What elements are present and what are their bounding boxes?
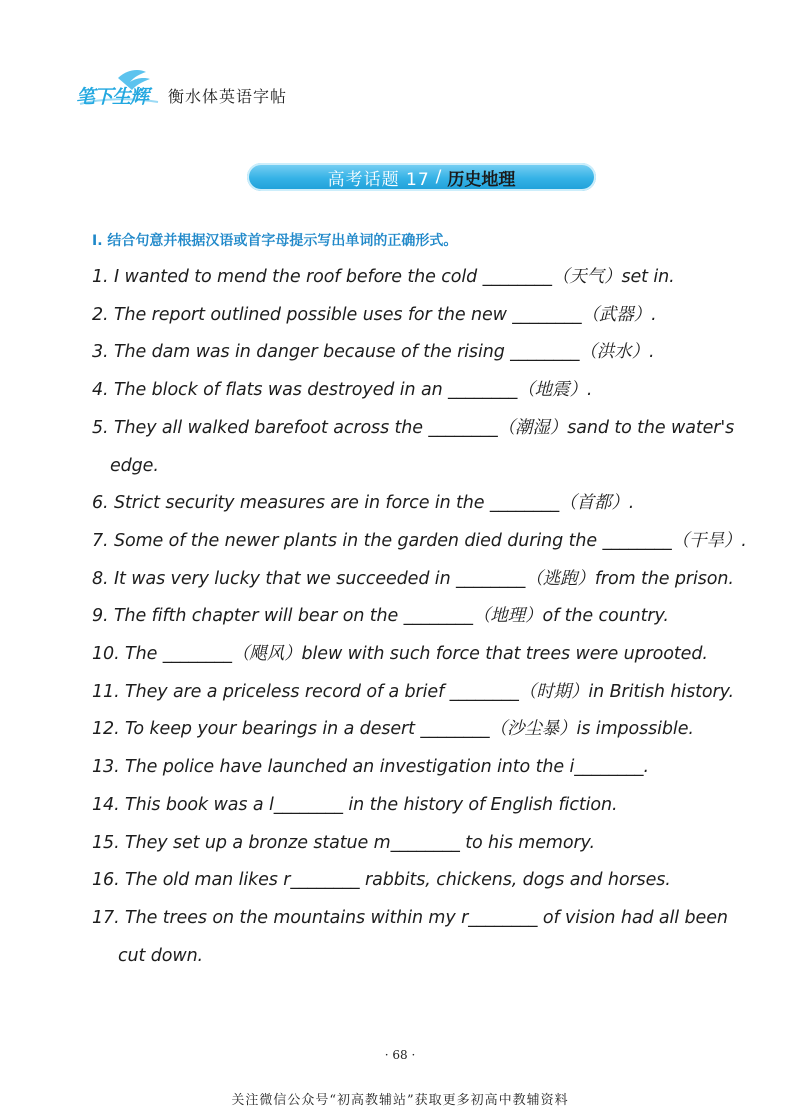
exercise-item: 16. The old man likes r________ rabbits, chickens, dogs and horses. <box>92 870 671 891</box>
exercise-item: 13. The police have launched an investigation into the i________. <box>92 757 649 778</box>
brand-logo <box>72 68 168 112</box>
section-instruction: I. 结合句意并根据汉语或首字母提示写出单词的正确形式。 <box>92 233 458 249</box>
exercise-item-continuation: cut down. <box>118 945 204 966</box>
banner-separator: / <box>435 167 442 187</box>
topic-banner <box>247 163 596 191</box>
banner-prefix: 高考话题 17 <box>327 169 430 190</box>
exercise-item: 5. They all walked barefoot across the ________（潮湿）sand to the water's <box>92 417 735 438</box>
exercise-item: 10. The ________（飓风）blew with such force that trees were uprooted. <box>92 644 708 665</box>
footer-note: 关注微信公众号“初高教辅站”获取更多初高中教辅资料 <box>231 1093 569 1108</box>
exercise-item: 15. They set up a bronze statue m________ to his memory. <box>92 832 595 853</box>
exercise-item: 17. The trees on the mountains within my r________ of vision had all been <box>92 907 728 928</box>
exercise-item: 2. The report outlined possible uses for the new ________（武器）. <box>92 304 657 325</box>
banner-topic: 历史地理 <box>447 169 516 190</box>
page-number: · 68 · <box>384 1048 416 1062</box>
exercise-item: 1. I wanted to mend the roof before the cold ________（天气）set in. <box>92 267 675 287</box>
page-header <box>72 66 287 114</box>
exercise-item: 6. Strict security measures are in force in the ________（首都）. <box>92 493 635 514</box>
brand-subtitle: 衡水体英语字帖 <box>168 86 288 106</box>
exercise-item: 3. The dam was in danger because of the rising ________（洪水）. <box>92 342 655 363</box>
exercise-item-continuation: edge. <box>110 455 159 476</box>
exercise-item: 12. To keep your bearings in a desert ________（沙尘暴）is impossible. <box>92 719 694 740</box>
exercise-item: 7. Some of the newer plants in the garden died during the ________（干旱）. <box>92 530 747 551</box>
exercise-item: 4. The block of flats was destroyed in an ________（地震）. <box>92 380 593 401</box>
exercise-item: 14. This book was a l________ in the history of English fiction. <box>92 794 618 815</box>
exercise-item: 8. It was very lucky that we succeeded in ________（逃跑）from the prison. <box>92 568 734 589</box>
exercise-item: 11. They are a priceless record of a brief ________（时期）in British history. <box>92 681 734 702</box>
exercise-item: 9. The fifth chapter will bear on the ________（地理）of the country. <box>92 606 669 627</box>
brand-name: 笔下生辉 <box>76 86 149 108</box>
exercise-list <box>92 259 747 975</box>
